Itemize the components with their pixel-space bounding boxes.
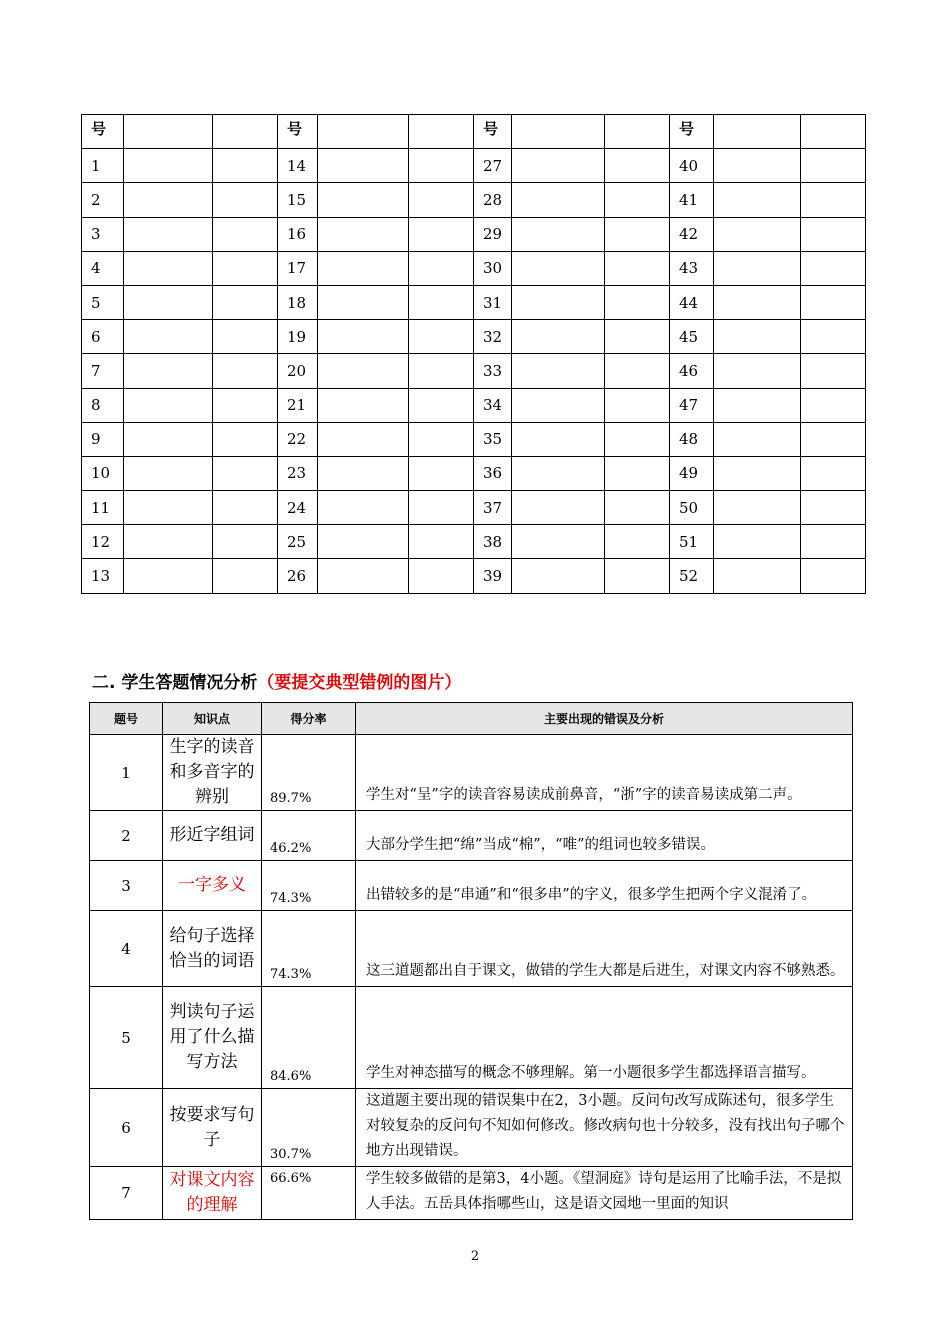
blank-cell [409, 456, 474, 490]
analysis-row [90, 735, 853, 811]
number-table-row [82, 525, 866, 559]
question-number-cell: 20 [278, 354, 318, 388]
question-number-cell: 22 [278, 422, 318, 456]
blank-cell [124, 525, 213, 559]
blank-cell [124, 456, 213, 490]
question-number-cell: 45 [670, 320, 714, 354]
blank-cell [318, 217, 409, 251]
score-rate: 74.3% [262, 911, 356, 987]
question-number-table [81, 114, 866, 594]
blank-cell [801, 422, 866, 456]
error-analysis: 出错较多的是“串通”和“很多串”的字义，很多学生把两个字义混淆了。 [356, 861, 853, 911]
number-table-row [82, 559, 866, 593]
number-table-row [82, 320, 866, 354]
analysis-row [90, 811, 853, 861]
question-number-cell: 42 [670, 217, 714, 251]
question-number-cell: 43 [670, 251, 714, 285]
page-number: 2 [470, 1249, 480, 1264]
blank-cell [714, 183, 801, 217]
question-number-cell: 51 [670, 525, 714, 559]
blank-cell [318, 183, 409, 217]
blank-cell [409, 149, 474, 183]
knowledge-point: 判读句子运用了什么描写方法 [163, 987, 262, 1089]
blank-cell [124, 251, 213, 285]
blank-cell [213, 115, 278, 149]
blank-cell [605, 251, 670, 285]
blank-cell [409, 320, 474, 354]
question-number-cell: 30 [474, 251, 512, 285]
number-table-row [82, 149, 866, 183]
question-number-cell: 18 [278, 285, 318, 319]
question-number-cell: 6 [82, 320, 124, 354]
blank-cell [605, 525, 670, 559]
blank-cell [801, 285, 866, 319]
number-header-cell: 号 [278, 115, 318, 149]
blank-cell [512, 183, 605, 217]
knowledge-point: 形近字组词 [163, 811, 262, 861]
blank-cell [512, 456, 605, 490]
blank-cell [714, 115, 801, 149]
blank-cell [714, 354, 801, 388]
blank-cell [714, 251, 801, 285]
number-table-row [82, 388, 866, 422]
question-number-table-body [82, 115, 866, 594]
blank-cell [409, 491, 474, 525]
blank-cell [605, 320, 670, 354]
blank-cell [409, 525, 474, 559]
analysis-row [90, 911, 853, 987]
blank-cell [409, 559, 474, 593]
question-number-cell: 32 [474, 320, 512, 354]
blank-cell [801, 320, 866, 354]
blank-cell [605, 149, 670, 183]
blank-cell [409, 115, 474, 149]
blank-cell [801, 525, 866, 559]
question-number-cell: 11 [82, 491, 124, 525]
error-analysis: 这三道题都出自于课文，做错的学生大都是后进生，对课文内容不够熟悉。 [356, 911, 853, 987]
question-number-cell: 35 [474, 422, 512, 456]
question-number-cell: 15 [278, 183, 318, 217]
analysis-row [90, 861, 853, 911]
blank-cell [124, 422, 213, 456]
blank-cell [318, 149, 409, 183]
blank-cell [801, 149, 866, 183]
blank-cell [213, 285, 278, 319]
score-rate: 46.2% [262, 811, 356, 861]
question-number-cell: 8 [82, 388, 124, 422]
blank-cell [512, 320, 605, 354]
blank-cell [605, 491, 670, 525]
blank-cell [714, 388, 801, 422]
blank-cell [801, 559, 866, 593]
question-number-cell: 28 [474, 183, 512, 217]
blank-cell [409, 183, 474, 217]
header-score-rate: 得分率 [262, 703, 356, 735]
blank-cell [714, 525, 801, 559]
number-table-row [82, 285, 866, 319]
blank-cell [605, 559, 670, 593]
question-number-cell: 21 [278, 388, 318, 422]
blank-cell [318, 388, 409, 422]
question-number-cell: 27 [474, 149, 512, 183]
blank-cell [714, 149, 801, 183]
blank-cell [605, 285, 670, 319]
blank-cell [512, 149, 605, 183]
number-table-row [82, 251, 866, 285]
blank-cell [801, 388, 866, 422]
blank-cell [124, 183, 213, 217]
score-rate: 30.7% [262, 1089, 356, 1167]
question-number-cell: 40 [670, 149, 714, 183]
blank-cell [409, 422, 474, 456]
blank-cell [409, 388, 474, 422]
question-number-cell: 49 [670, 456, 714, 490]
score-rate: 89.7% [262, 735, 356, 811]
blank-cell [512, 115, 605, 149]
analysis-row [90, 987, 853, 1089]
blank-cell [124, 388, 213, 422]
question-number-cell: 16 [278, 217, 318, 251]
blank-cell [213, 456, 278, 490]
blank-cell [318, 251, 409, 285]
question-number-cell: 52 [670, 559, 714, 593]
question-number-cell: 12 [82, 525, 124, 559]
question-number-cell: 38 [474, 525, 512, 559]
blank-cell [801, 491, 866, 525]
question-number-cell: 10 [82, 456, 124, 490]
error-analysis: 大部分学生把“绵”当成“棉”，“唯”的组词也较多错误。 [356, 811, 853, 861]
blank-cell [605, 217, 670, 251]
analysis-table-body [90, 735, 853, 1220]
question-number-cell: 9 [82, 422, 124, 456]
blank-cell [605, 115, 670, 149]
question-number-cell: 2 [82, 183, 124, 217]
blank-cell [605, 422, 670, 456]
number-header-cell: 号 [474, 115, 512, 149]
blank-cell [714, 422, 801, 456]
header-question-no: 题号 [90, 703, 163, 735]
blank-cell [605, 354, 670, 388]
blank-cell [714, 491, 801, 525]
blank-cell [409, 217, 474, 251]
number-table-row [82, 354, 866, 388]
blank-cell [801, 115, 866, 149]
question-number-cell: 14 [278, 149, 318, 183]
analysis-row [90, 1089, 853, 1167]
blank-cell [801, 217, 866, 251]
blank-cell [512, 285, 605, 319]
blank-cell [512, 559, 605, 593]
blank-cell [801, 251, 866, 285]
blank-cell [512, 251, 605, 285]
blank-cell [213, 183, 278, 217]
header-knowledge-point: 知识点 [163, 703, 262, 735]
question-number-cell: 46 [670, 354, 714, 388]
question-number: 4 [90, 911, 163, 987]
blank-cell [124, 491, 213, 525]
blank-cell [213, 354, 278, 388]
blank-cell [605, 388, 670, 422]
question-number-cell: 19 [278, 320, 318, 354]
knowledge-point: 给句子选择恰当的词语 [163, 911, 262, 987]
blank-cell [714, 285, 801, 319]
question-number: 5 [90, 987, 163, 1089]
analysis-table [89, 702, 853, 1220]
blank-cell [213, 320, 278, 354]
blank-cell [213, 251, 278, 285]
question-number-cell: 24 [278, 491, 318, 525]
error-analysis: 学生对“呈”字的读音容易读成前鼻音，“浙”字的读音易读成第二声。 [356, 735, 853, 811]
blank-cell [124, 320, 213, 354]
knowledge-point: 生字的读音和多音字的辨别 [163, 735, 262, 811]
question-number-cell: 4 [82, 251, 124, 285]
blank-cell [605, 456, 670, 490]
number-table-row [82, 491, 866, 525]
number-table-row [82, 217, 866, 251]
blank-cell [124, 115, 213, 149]
blank-cell [213, 525, 278, 559]
blank-cell [409, 285, 474, 319]
question-number: 3 [90, 861, 163, 911]
number-table-row [82, 183, 866, 217]
blank-cell [318, 422, 409, 456]
question-number-cell: 3 [82, 217, 124, 251]
question-number-cell: 41 [670, 183, 714, 217]
question-number-cell: 44 [670, 285, 714, 319]
question-number-cell: 25 [278, 525, 318, 559]
question-number-cell: 50 [670, 491, 714, 525]
section-title-note: （要提交典型错例的图片） [257, 673, 462, 693]
blank-cell [318, 285, 409, 319]
knowledge-point: 按要求写句子 [163, 1089, 262, 1167]
question-number-cell: 7 [82, 354, 124, 388]
blank-cell [213, 217, 278, 251]
question-number-cell: 23 [278, 456, 318, 490]
question-number-cell: 17 [278, 251, 318, 285]
blank-cell [318, 559, 409, 593]
blank-cell [124, 559, 213, 593]
number-table-row [82, 456, 866, 490]
section-title-text: 二. 学生答题情况分析 [92, 673, 258, 693]
question-number-cell: 36 [474, 456, 512, 490]
number-header-cell: 号 [82, 115, 124, 149]
blank-cell [318, 525, 409, 559]
question-number-cell: 5 [82, 285, 124, 319]
question-number-cell: 1 [82, 149, 124, 183]
blank-cell [714, 559, 801, 593]
blank-cell [409, 251, 474, 285]
number-header-cell: 号 [670, 115, 714, 149]
blank-cell [213, 149, 278, 183]
blank-cell [318, 115, 409, 149]
score-rate: 66.6% [262, 1167, 356, 1220]
question-number-cell: 26 [278, 559, 318, 593]
question-number-cell: 13 [82, 559, 124, 593]
error-analysis: 学生较多做错的是第3，4小题。《望洞庭》诗句是运用了比喻手法，不是拟人手法。五岳具体指哪些山，这是语文园地一里面的知识 [356, 1167, 853, 1220]
blank-cell [512, 388, 605, 422]
question-number-cell: 37 [474, 491, 512, 525]
question-number: 2 [90, 811, 163, 861]
question-number: 7 [90, 1167, 163, 1220]
question-number-cell: 31 [474, 285, 512, 319]
error-analysis: 学生对神态描写的概念不够理解。第一小题很多学生都选择语言描写。 [356, 987, 853, 1089]
number-table-header-row [82, 115, 866, 149]
section-title [92, 668, 461, 693]
number-table-row [82, 422, 866, 456]
question-number: 6 [90, 1089, 163, 1167]
knowledge-point: 对课文内容的理解 [163, 1167, 262, 1220]
question-number-cell: 34 [474, 388, 512, 422]
blank-cell [318, 456, 409, 490]
blank-cell [512, 491, 605, 525]
blank-cell [124, 149, 213, 183]
blank-cell [124, 354, 213, 388]
header-error-analysis: 主要出现的错误及分析 [356, 703, 853, 735]
blank-cell [605, 183, 670, 217]
blank-cell [714, 217, 801, 251]
question-number-cell: 47 [670, 388, 714, 422]
error-analysis: 这道题主要出现的错误集中在2，3小题。反问句改写成陈述句，很多学生对较复杂的反问句不知如何修改。修改病句也十分较多，没有找出句子哪个地方出现错误。 [356, 1089, 853, 1167]
question-number-cell: 29 [474, 217, 512, 251]
blank-cell [409, 354, 474, 388]
analysis-row [90, 1167, 853, 1220]
blank-cell [213, 422, 278, 456]
blank-cell [318, 354, 409, 388]
question-number-cell: 39 [474, 559, 512, 593]
analysis-header-row [90, 703, 853, 735]
question-number-cell: 33 [474, 354, 512, 388]
blank-cell [801, 183, 866, 217]
blank-cell [213, 559, 278, 593]
knowledge-point: 一字多义 [163, 861, 262, 911]
question-number-cell: 48 [670, 422, 714, 456]
blank-cell [801, 456, 866, 490]
score-rate: 74.3% [262, 861, 356, 911]
blank-cell [801, 354, 866, 388]
blank-cell [318, 491, 409, 525]
score-rate: 84.6% [262, 987, 356, 1089]
blank-cell [213, 388, 278, 422]
blank-cell [124, 217, 213, 251]
blank-cell [714, 320, 801, 354]
blank-cell [714, 456, 801, 490]
blank-cell [512, 422, 605, 456]
blank-cell [318, 320, 409, 354]
blank-cell [512, 525, 605, 559]
blank-cell [213, 491, 278, 525]
blank-cell [512, 217, 605, 251]
blank-cell [512, 354, 605, 388]
blank-cell [124, 285, 213, 319]
question-number: 1 [90, 735, 163, 811]
